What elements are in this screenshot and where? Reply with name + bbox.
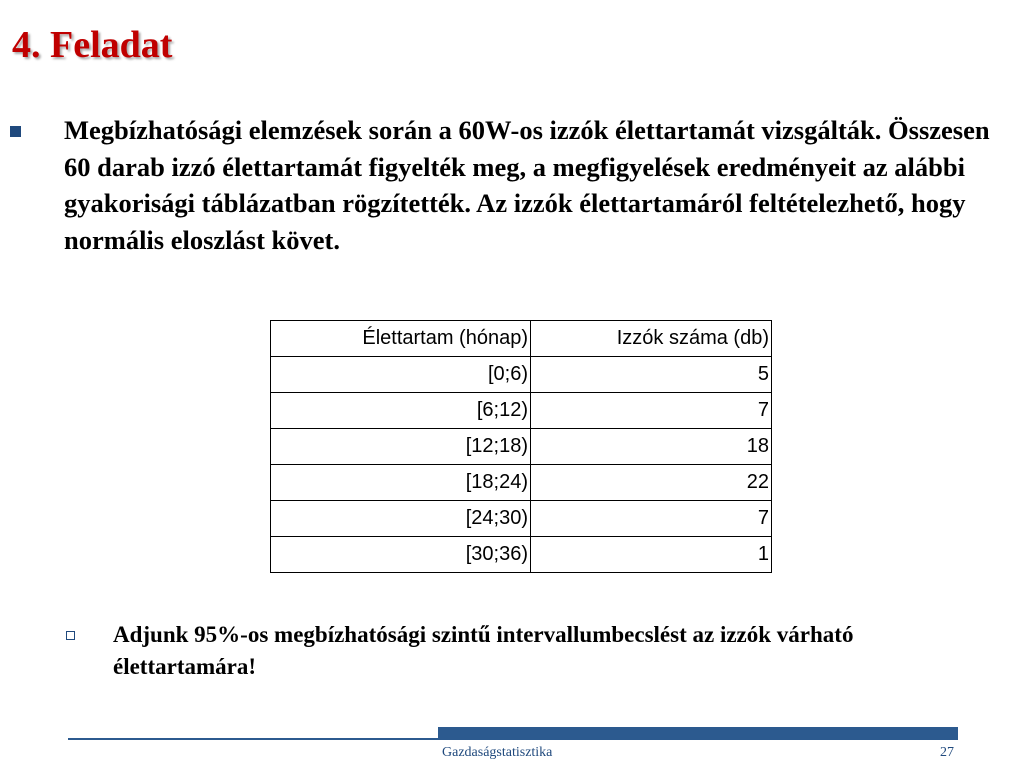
table-cell-count: 18 xyxy=(531,429,772,465)
table-row xyxy=(271,501,772,537)
footer-course-label: Gazdaságstatisztika xyxy=(442,745,553,760)
hollow-square-bullet-icon xyxy=(66,631,75,640)
table-cell-interval: [18;24) xyxy=(271,465,531,501)
table-header-row xyxy=(271,321,772,357)
table-cell-interval: [24;30) xyxy=(271,501,531,537)
table-cell-count: 7 xyxy=(531,393,772,429)
table-cell-count: 1 xyxy=(531,537,772,573)
table-cell-count: 7 xyxy=(531,501,772,537)
table-header-cell: Izzók száma (db) xyxy=(531,321,772,357)
table-row xyxy=(271,393,772,429)
slide-title: 4. Feladat xyxy=(12,24,173,66)
frequency-table xyxy=(270,320,772,573)
square-bullet-icon xyxy=(10,126,21,137)
main-paragraph: Megbízhatósági elemzések során a 60W-os izzók élettartamát vizsgálták. Összesen 60 darab izzó élettartamát figyelték meg, a megfigyelések eredményeit az alábbi gyakorisági táblázatban rögzítették. Az izzók élettartamáról feltételezhető, hogy normális eloszlást követ. xyxy=(64,115,990,255)
table-cell-interval: [30;36) xyxy=(271,537,531,573)
sub-paragraph: Adjunk 95%-os megbízhatósági szintű intervallumbecslést az izzók várható élettartamára! xyxy=(113,622,854,679)
table-header-cell: Élettartam (hónap) xyxy=(271,321,531,357)
table-row xyxy=(271,429,772,465)
table-cell-interval: [0;6) xyxy=(271,357,531,393)
table-cell-interval: [6;12) xyxy=(271,393,531,429)
page-number: 27 xyxy=(940,745,954,760)
table-row xyxy=(271,465,772,501)
table-row xyxy=(271,357,772,393)
table-row xyxy=(271,537,772,573)
footer-divider xyxy=(68,738,958,740)
table-cell-interval: [12;18) xyxy=(271,429,531,465)
table-cell-count: 5 xyxy=(531,357,772,393)
table-cell-count: 22 xyxy=(531,465,772,501)
